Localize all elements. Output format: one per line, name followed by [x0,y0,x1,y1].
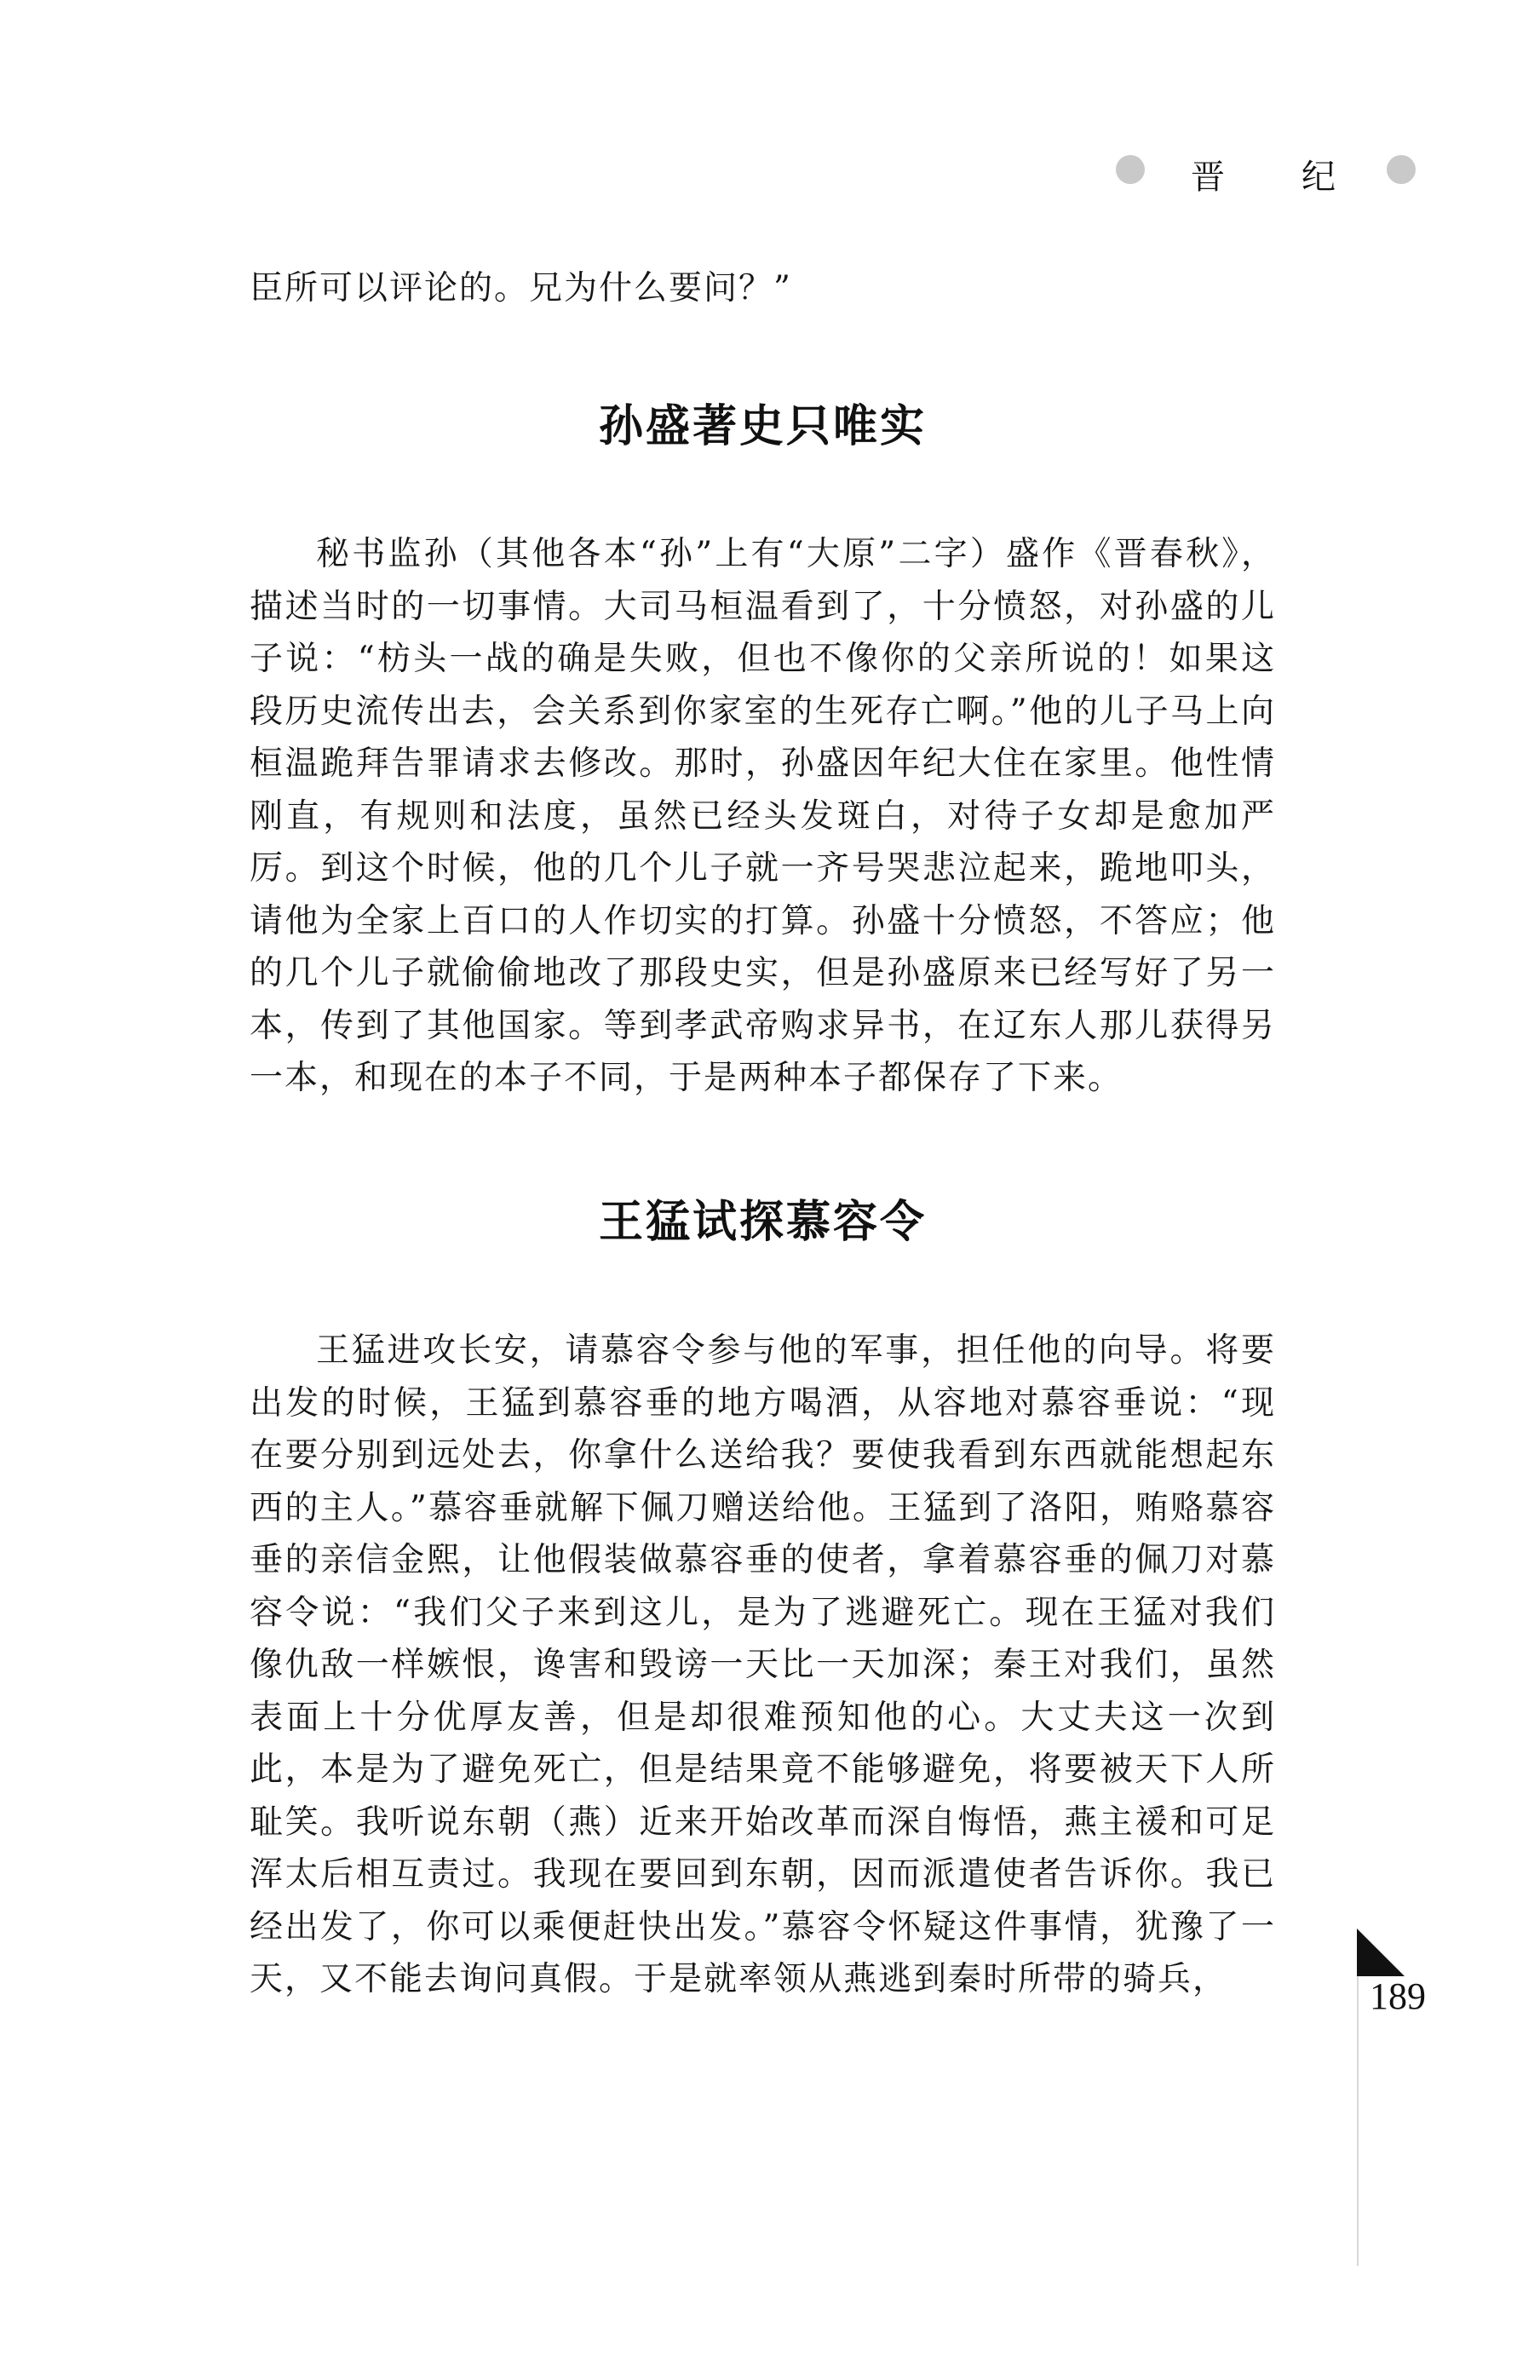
header-char-1: 晋 [1191,158,1225,197]
page-corner-triangle-icon [1357,1929,1405,1976]
opening-line: 臣所可以评论的。兄为什么要问？” [250,269,792,308]
section-title-sun-sheng: 孙盛著史只唯实 [598,401,927,452]
paragraph-sun-sheng: 秘书监孙（其他各本“孙”上有“大原”二字）盛作《晋春秋》，描述当时的一切事情。大司马桓温看到了，十分愤怒，对孙盛的儿子说：“枋头一战的确是失败，但也不像你的父亲所说的！如果这段历史流传出去，会关系到你家室的生死存亡啊。”他的儿子马上向桓温跪拜告罪请求去修改。那时，孙盛因年纪大住在家里。他性情刚直，有规则和法度，虽然已经头发斑白，对待子女却是愈加严厉。到这个时候，他的几个儿子就一齐号哭悲泣起来，跪地叩头，请他为全家上百口的人作切实的打算。孙盛十分愤怒，不答应；他的几个儿子就偷偷地改了那段史实，但是孙盛原来已经写好了另一本，传到了其他国家。等到孝武帝购求异书，在辽东人那儿获得另一本，和现在的本子不同，于是两种本子都保存了下来。 [250,535,1276,1097]
header-char-2: 纪 [1302,158,1336,197]
running-header [1116,150,1422,201]
section-title-wang-meng: 王猛试探慕容令 [598,1197,927,1248]
header-dot-left-icon [1116,155,1145,184]
header-dot-right-icon [1387,155,1416,184]
margin-rule [1357,1976,1359,2266]
page-number: 189 [1370,1975,1426,2017]
paragraph-wang-meng: 王猛进攻长安，请慕容令参与他的军事，担任他的向导。将要出发的时候，王猛到慕容垂的地方喝酒，从容地对慕容垂说：“现在要分别到远处去，你拿什么送给我？要使我看到东西就能想起东西的主人。”慕容垂就解下佩刀赠送给他。王猛到了洛阳，贿赂慕容垂的亲信金熙，让他假装做慕容垂的使者，拿着慕容垂的佩刀对慕容令说：“我们父子来到这儿，是为了逃避死亡。现在王猛对我们像仇敌一样嫉恨，谗害和毁谤一天比一天加深；秦王对我们，虽然表面上十分优厚友善，但是却很难预知他的心。大丈夫这一次到此，本是为了避免死亡，但是结果竟不能够避免，将要被天下人所耻笑。我听说东朝（燕）近来开始改革而深自悔悟，燕主禐和可足浑太后相互责过。我现在要回到东朝，因而派遣使者告诉你。我已经出发了，你可以乘便赶快出发。”慕容令怀疑这件事情，犹豫了一天，又不能去询问真假。于是就率领从燕逃到秦时所带的骑兵， [250,1331,1276,1998]
